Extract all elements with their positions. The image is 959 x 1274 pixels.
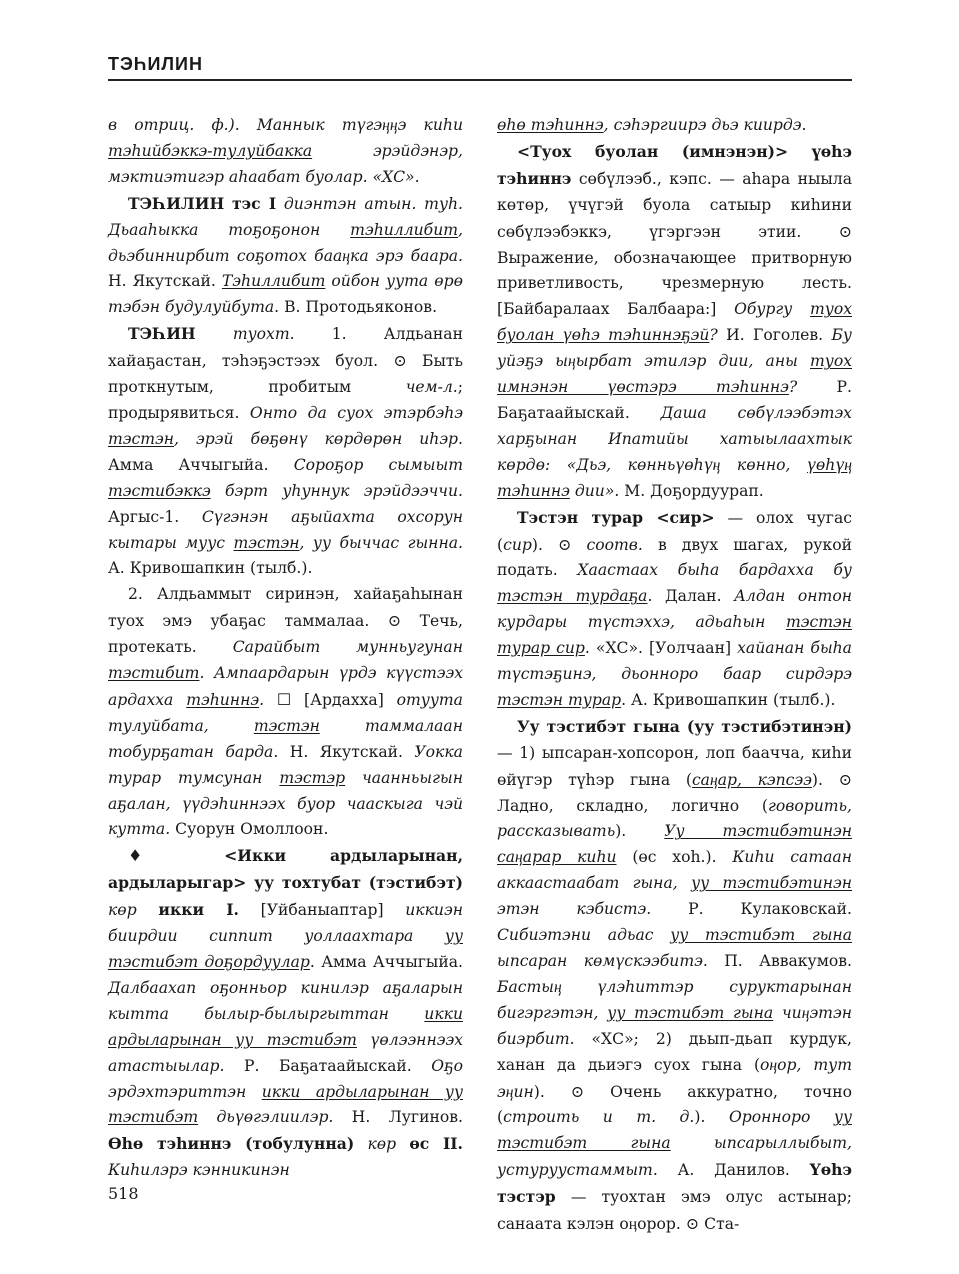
circle-icon: ⊙ [838,769,852,789]
right-paragraph-1: өһө тэһиннэ, сэһэргиирэ дьэ киирдэ. [497,116,807,134]
header-rule [108,79,852,81]
left-paragraph-1: в отриц. ф.). Маннык түгэӊӊэ киһи тэһийбэккэ-тулуйбакка эрэйдэнэр, мэктиэтигэр аһаабат буолар. «ХС». [108,116,463,186]
entry-tehilin: ТЭҺИЛИН тэс I диэнтэн атын. туһ. Дьааһыкка тоҕоҕонон тэһиллибит, дьэбиннирбит соҕотох бааӊка эрэ баара. Н. Якутскай. Тэһиллибит ойбон уута өрө тэбэн будулуйбута. В. Протодьяконов. [108,193,463,317]
left-column [108,113,463,1184]
circle-icon: ⊙ [838,221,852,241]
right-column [497,113,852,1238]
headword: ТЭҺИЛИН [128,193,225,213]
diamond-icon: ♦ [128,846,181,866]
circle-icon: ⊙ [393,351,407,371]
square-icon: ☐ [276,689,292,709]
idiom-tuokh-buolan: <Туох буолан (имнэнэн)> үөһэ тэһиннэ сөбүлээб., кэпс. — аһара ныыла көтөр, үчүгэй буола сатыыр киһини сөбүлээбэккэ, үгэргээн этии. ⊙ Выражение, обозначающее притворную приветливость, чрезмерную лесть. [Байбаралаах Балбаара:] Обургу туох буолан үөһэ тэһиннэҕэй? И. Гоголев. Бу уйэҕэ ыӊырбат этилэр дии, аны туох имнэнэн үөстэрэ тэһиннэ? Р. Баҕатаайыскай. Даша сөбүлээбэтэх харҕынан Ипатийы хатыылаахтык көрдө: «Дьэ, көнньүөһүӊ көнно, үөһүӊ тэһиннэ дии». М. Доҕордуурап. [497,141,853,500]
page-number: 518 [108,1184,139,1203]
circle-icon: ⊙ [685,1214,700,1234]
circle-icon: ⊙ [387,611,402,631]
entry-tehin-sense-2: 2. Алдьаммыт сиринэн, хайаҕаһынан туох эмэ убаҕас таммалаа. ⊙ Течь, протекать. Сарайбыт мунньугунан тэстибит. Ампаардарын үрдэ күүстээх ардахха тэһиннэ. ☐ [Ардахха] отуута тулуйбата, тэстэн таммалаан тобурҕатан барда. Н. Якутскай. Уокка турар тумсунан тэстэр чаанньыгын аҕалан, үүдэһиннээх буор чааскыга чэй кутта. Суорун Омоллоон. [108,585,463,839]
circle-icon: ⊙ [570,1081,585,1101]
entry-tehin: ТЭҺИН туохт. 1. Алдьанан хайаҕастан, тэһэҕэстээх буол. ⊙ Быть проткнутым, пробитым чем-л.; продырявиться. Онто да суох этэрбэһэ тэстэн, эрэй бөҕөнү көрдөрөн иһэр. Амма Аччыгыйа. Сороҕор сымыыт тэстибэккэ бэрт уһуннук эрэйдээччи. Аргыс-1. Сүгэнэн аҕыйахта охсорун кытары муус тэстэн, уу быччас гынна. А. Кривошапкин (тылб.). [108,324,463,578]
circle-icon: ⊙ [558,534,572,554]
idiom-ikki-ardylarynan: ♦ <Икки ардыларынан, ардыларыгар> уу тохтубат (тэстибэт) көр икки I. [Уйбаныаптар] иккиэн биирдии сиппит уоллаахтара уу тэстибэт доҕордуулар. Амма Аччыгыйа. Далбаахап оҕонньор кинилэр аҕаларын кытта былыр-былыргыттан икки ардыларынан уу тэстибэт үөлээннээх атастыылар. Р. Баҕатаайыскай. Оҕо эрдэхтэриттэн икки ардыларынан уу тэстибэт дьүөгэлиилэр. Н. Лугинов. Өһө тэһиннэ (тобулунна) көр өс II. Киһилэрэ кэнникинэн [108,846,463,1180]
idiom-uu-testibet-gyna: Уу тэстибэт гына (уу тэстибэтинэн) — 1) ыпсаран-хопсорон, лоп баачча, киһи өйүгэр түһэр гына (саӊар, кэпсээ). ⊙ Ладно, складно, логично (говорить, рассказывать). Уу тэстибэтинэн саӊарар киһи (өс хоһ.). Киһи сатаан аккаастаабат гына, уу тэстибэтинэн этэн кэбистэ. Р. Кулаковскай. Сибиэтэни адьас уу тэстибэт гына ыпсаран көмүскээбитэ. П. Аввакумов. Бастыӊ үлэһиттэр суруктарынан бигэргэтэн, уу тэстибэт гына чиӊэтэн биэрбит. «ХС»; 2) дьып-дьап курдук, ханан да дьиэгэ суох гына (оӊор, тут эӊин). ⊙ Очень аккуратно, точно (строить и т. д.). Оронноро уу тэстибэт гына ыпсарыллыбыт, устуруустаммыт. А. Данилов. Үөһэ тэстэр — туохтан эмэ олус астынар; санаата кэлэн оӊорор. ⊙ Ста- [497,716,852,1234]
running-header: ТЭҺИЛИН [108,54,203,74]
headword: ТЭҺИН [128,324,196,344]
idiom-testen-turar: Тэстэн турар <сир> — олох чугас (сир). ⊙ соотв. в двух шагах, рукой подать. Хаастаах быһа бардахха бу тэстэн турдаҕа. Далан. Алдан онтон курдары түстэххэ, адьаһын тэстэн турар сир. «ХС». [Уолчаан] хайанан быһа түстэҕинэ, дьонноро баар сирдэрэ тэстэн турар. А. Кривошапкин (тылб.). [497,507,853,709]
